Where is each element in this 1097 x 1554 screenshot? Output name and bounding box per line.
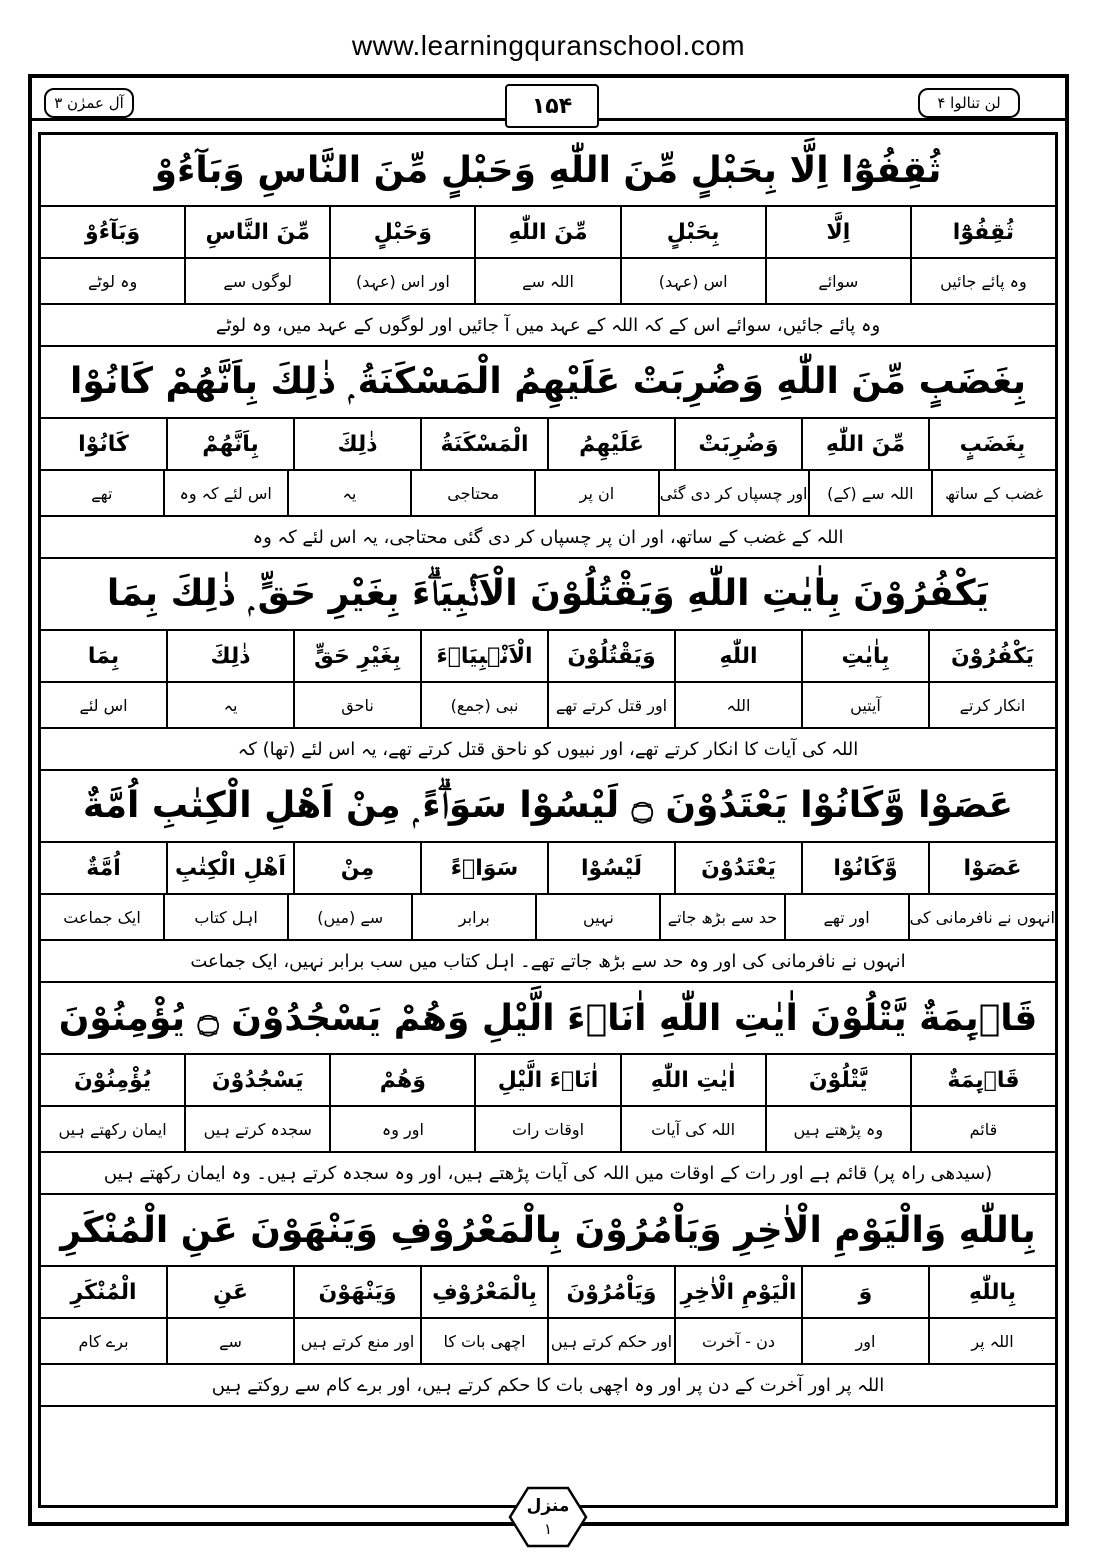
full-translation-line: (سیدھی راہ پر) قائم ہے اور رات کے اوقات میں اللہ کی آیات پڑھتے ہیں، اور وہ سجدہ کرتے ہیں۔ وہ ایمان رکھتے ہیں	[103, 1162, 993, 1184]
word-meaning-cell: اور چسپاں کر دی گئی	[658, 471, 808, 515]
word-meaning-cell: اور منع کرتے ہیں	[293, 1319, 420, 1363]
verse-block	[41, 135, 1055, 347]
verse-content	[41, 135, 1055, 1407]
arabic-word-cell: لَيْسُوْا	[547, 843, 674, 893]
word-meaning-cell: اوقات رات	[474, 1107, 619, 1151]
word-meaning-cell: اللہ سے (کے)	[808, 471, 932, 515]
arabic-verse-line: عَصَوْا وَّكَانُوْا يَعْتَدُوْنَ ۝ لَيْسُوْا سَوَاۗءً ۭ مِنْ اَھْلِ الْكِتٰبِ اُمَّةٌ	[41, 771, 1055, 843]
arabic-word-cell: بِاَنَّھُمْ	[166, 419, 293, 469]
arabic-word-cell: عَلَيْهِمُ	[547, 419, 674, 469]
arabic-word-cell: ذٰلِكَ	[293, 419, 420, 469]
verse-block	[41, 559, 1055, 771]
verse-block	[41, 347, 1055, 559]
word-meaning-cell: اچھی بات کا	[420, 1319, 547, 1363]
full-translation-line: اللہ کی آیات کا انکار کرتے تھے، اور نبیوں کو ناحق قتل کرتے تھے، یہ اس لئے (تھا) کہ	[237, 738, 859, 760]
word-meaning-cell: ان پر	[534, 471, 658, 515]
arabic-word-cell: الْمَسْكَنَةُ	[420, 419, 547, 469]
word-meaning-cell: سے	[166, 1319, 293, 1363]
word-meaning-cell: نہیں	[535, 895, 659, 939]
arabic-word-cell: اٰيٰتِ اللّٰهِ	[620, 1055, 765, 1105]
word-row	[41, 1267, 1055, 1319]
arabic-word-cell: وَيَاْمُرُوْنَ	[547, 1267, 674, 1317]
website-url[interactable]: www.learningquranschool.com	[351, 30, 746, 61]
word-meaning-cell: وہ پائے جائیں	[910, 259, 1055, 303]
arabic-word-cell: وَ	[801, 1267, 928, 1317]
word-meaning-cell: وہ پڑھتے ہیں	[765, 1107, 910, 1151]
word-meaning-cell: اس لئے کہ وہ	[163, 471, 287, 515]
word-meaning-cell: یہ	[287, 471, 411, 515]
full-translation-line: اللہ پر اور آخرت کے دن پر اور وہ اچھی بات کا حکم کرتے ہیں، اور برے کام سے روکتے ہیں	[211, 1374, 885, 1396]
word-meaning-cell: ایک جماعت	[63, 907, 141, 927]
arabic-word-cell: مِّنَ اللّٰهِ	[801, 419, 928, 469]
full-translation-line: اللہ کے غضب کے ساتھ، اور ان پر چسپاں کر دی گئی محتاجی، یہ اس لئے کہ وہ	[252, 526, 844, 548]
arabic-word-cell: يَّتْلُوْنَ	[765, 1055, 910, 1105]
word-meaning-row	[41, 471, 1055, 517]
juz-label: لن تنالوا ۴	[918, 88, 1020, 118]
manzil-label: منزل	[526, 1496, 570, 1516]
word-meaning-row	[41, 895, 1055, 941]
arabic-word-cell: يَسْجُدُوْنَ	[184, 1055, 329, 1105]
word-meaning-cell: اس (عہد)	[620, 259, 765, 303]
arabic-word-cell: وَّكَانُوْا	[801, 843, 928, 893]
word-meaning-cell: اہل کتاب	[163, 895, 287, 939]
word-meaning-cell: وہ لوٹے	[88, 271, 138, 291]
surah-label: آل عمرٰن ۳	[44, 88, 134, 118]
word-meaning-cell: برابر	[411, 895, 535, 939]
word-meaning-cell: ناحق	[293, 683, 420, 727]
word-meaning-cell: اس لئے	[79, 695, 128, 715]
word-meaning-row	[41, 1107, 1055, 1153]
arabic-verse-line: بِغَضَبٍ مِّنَ اللّٰهِ وَضُرِبَتْ عَلَيْهِمُ الْمَسْكَنَةُ ۭ ذٰلِكَ بِاَنَّھُمْ كَانُوْا	[41, 347, 1055, 419]
word-meaning-cell: اور	[801, 1319, 928, 1363]
arabic-word-cell: قَاۗىِٕمَةٌ	[910, 1055, 1055, 1105]
arabic-word-cell: وَھُمْ	[329, 1055, 474, 1105]
word-meaning-cell: قائم	[910, 1107, 1055, 1151]
arabic-word-cell: اَھْلِ الْكِتٰبِ	[166, 843, 293, 893]
word-meaning-cell: اور قتل کرتے تھے	[547, 683, 674, 727]
word-row	[41, 419, 1055, 471]
full-translation-line: انہوں نے نافرمانی کی اور وہ حد سے بڑھ جاتے تھے۔ اہل کتاب میں سب برابر نہیں، ایک جماعت	[190, 950, 906, 972]
arabic-word-cell: بِالْمَعْرُوْفِ	[420, 1267, 547, 1317]
word-meaning-cell: غضب کے ساتھ	[931, 471, 1055, 515]
arabic-word-cell: يَعْتَدُوْنَ	[674, 843, 801, 893]
arabic-word-cell: وَحَبْلٍ	[329, 207, 474, 257]
arabic-word-cell: يَكْفُرُوْنَ	[928, 631, 1055, 681]
verse-block	[41, 1195, 1055, 1407]
arabic-word-cell: مِّنَ النَّاسِ	[184, 207, 329, 257]
page-number: ۱۵۴	[505, 84, 599, 128]
arabic-verse-line: بِاللّٰهِ وَالْيَوْمِ الْاٰخِرِ وَيَاْمُرُوْنَ بِالْمَعْرُوْفِ وَيَنْهَوْنَ عَنِ الْمُنْكَرِ	[41, 1195, 1055, 1267]
word-meaning-cell: آیتیں	[801, 683, 928, 727]
full-translation-line: وہ پائے جائیں، سوائے اس کے کہ اللہ کے عہد میں آ جائیں اور لوگوں کے عہد میں، وہ لوٹے	[215, 314, 881, 336]
word-row	[41, 207, 1055, 259]
word-meaning-cell: یہ	[166, 683, 293, 727]
word-meaning-cell: انکار کرتے	[928, 683, 1055, 727]
verse-block	[41, 983, 1055, 1195]
word-meaning-cell: اللہ	[674, 683, 801, 727]
arabic-word-cell: بِحَبْلٍ	[620, 207, 765, 257]
arabic-word-cell: ذٰلِكَ	[166, 631, 293, 681]
arabic-word-cell: بِغَيْرِ حَقٍّ	[293, 631, 420, 681]
word-meaning-cell: اللہ کی آیات	[620, 1107, 765, 1151]
word-row	[41, 1055, 1055, 1107]
word-meaning-cell: برے کام	[78, 1331, 129, 1351]
arabic-word-cell: عَنِ	[166, 1267, 293, 1317]
word-meaning-cell: اور حکم کرتے ہیں	[547, 1319, 674, 1363]
arabic-word-cell: وَبَآءُوْ	[85, 219, 141, 245]
arabic-word-cell: سَوَاۗءً	[420, 843, 547, 893]
arabic-word-cell: اٰنَاۗءَ الَّيْلِ	[474, 1055, 619, 1105]
word-meaning-cell: لوگوں سے	[184, 259, 329, 303]
arabic-word-cell: وَيَقْتُلُوْنَ	[547, 631, 674, 681]
arabic-word-cell: ثُقِفُوْٓا	[910, 207, 1055, 257]
arabic-word-cell: يُؤْمِنُوْنَ	[73, 1067, 152, 1093]
arabic-word-cell: وَيَنْهَوْنَ	[293, 1267, 420, 1317]
manzil-badge	[508, 1486, 588, 1548]
word-meaning-cell: انہوں نے نافرمانی کی	[908, 895, 1055, 939]
arabic-word-cell: الْيَوْمِ الْاٰخِرِ	[674, 1267, 801, 1317]
word-meaning-row	[41, 683, 1055, 729]
arabic-word-cell: بِغَضَبٍ	[928, 419, 1055, 469]
arabic-word-cell: بِاللّٰهِ	[928, 1267, 1055, 1317]
arabic-word-cell: بِاٰيٰتِ	[801, 631, 928, 681]
word-meaning-cell: نبی (جمع)	[420, 683, 547, 727]
word-meaning-cell: اور وہ	[329, 1107, 474, 1151]
word-meaning-cell: دن - آخرت	[674, 1319, 801, 1363]
word-meaning-cell: سے (میں)	[287, 895, 411, 939]
word-meaning-cell: سوائے	[765, 259, 910, 303]
word-meaning-row	[41, 1319, 1055, 1365]
arabic-word-cell: مِنْ	[293, 843, 420, 893]
arabic-verse-line: قَاۗىِٕمَةٌ يَّتْلُوْنَ اٰيٰتِ اللّٰهِ اٰنَاۗءَ الَّيْلِ وَھُمْ يَسْجُدُوْنَ ۝ يُؤْمِنُوْنَ	[41, 983, 1055, 1055]
arabic-word-cell: وَضُرِبَتْ	[674, 419, 801, 469]
arabic-word-cell: اِلَّا	[765, 207, 910, 257]
word-meaning-cell: اور تھے	[784, 895, 908, 939]
arabic-word-cell: اللّٰهِ	[674, 631, 801, 681]
word-meaning-cell: اللہ سے	[474, 259, 619, 303]
verse-block	[41, 771, 1055, 983]
word-row	[41, 631, 1055, 683]
word-meaning-cell: حد سے بڑھ جاتے	[659, 895, 783, 939]
word-meaning-cell: محتاجی	[410, 471, 534, 515]
arabic-word-cell: كَانُوْا	[78, 431, 129, 457]
word-meaning-cell: سجدہ کرتے ہیں	[184, 1107, 329, 1151]
arabic-word-cell: الْمُنْكَرِ	[70, 1279, 137, 1305]
word-meaning-row	[41, 259, 1055, 305]
word-row	[41, 843, 1055, 895]
word-meaning-cell: تھے	[91, 483, 113, 503]
arabic-word-cell: عَصَوْا	[928, 843, 1055, 893]
arabic-word-cell: بِمَا	[87, 643, 120, 669]
arabic-verse-line: ثُقِفُوْٓا اِلَّا بِحَبْلٍ مِّنَ اللّٰهِ وَحَبْلٍ مِّنَ النَّاسِ وَبَآءُوْ	[41, 135, 1055, 207]
arabic-word-cell: اُمَّةٌ	[86, 855, 121, 881]
arabic-word-cell: الْاَنْۢبِيَاۗءَ	[420, 631, 547, 681]
arabic-verse-line: يَكْفُرُوْنَ بِاٰيٰتِ اللّٰهِ وَيَقْتُلُوْنَ الْاَنْۢبِيَاۗءَ بِغَيْرِ حَقٍّ ۭ ذٰلِكَ بِمَا	[41, 559, 1055, 631]
arabic-word-cell: مِّنَ اللّٰهِ	[474, 207, 619, 257]
word-meaning-cell: ایمان رکھتے ہیں	[58, 1119, 167, 1139]
word-meaning-cell: اللہ پر	[928, 1319, 1055, 1363]
word-meaning-cell: اور اس (عہد)	[329, 259, 474, 303]
manzil-number: ۱	[543, 1520, 553, 1538]
